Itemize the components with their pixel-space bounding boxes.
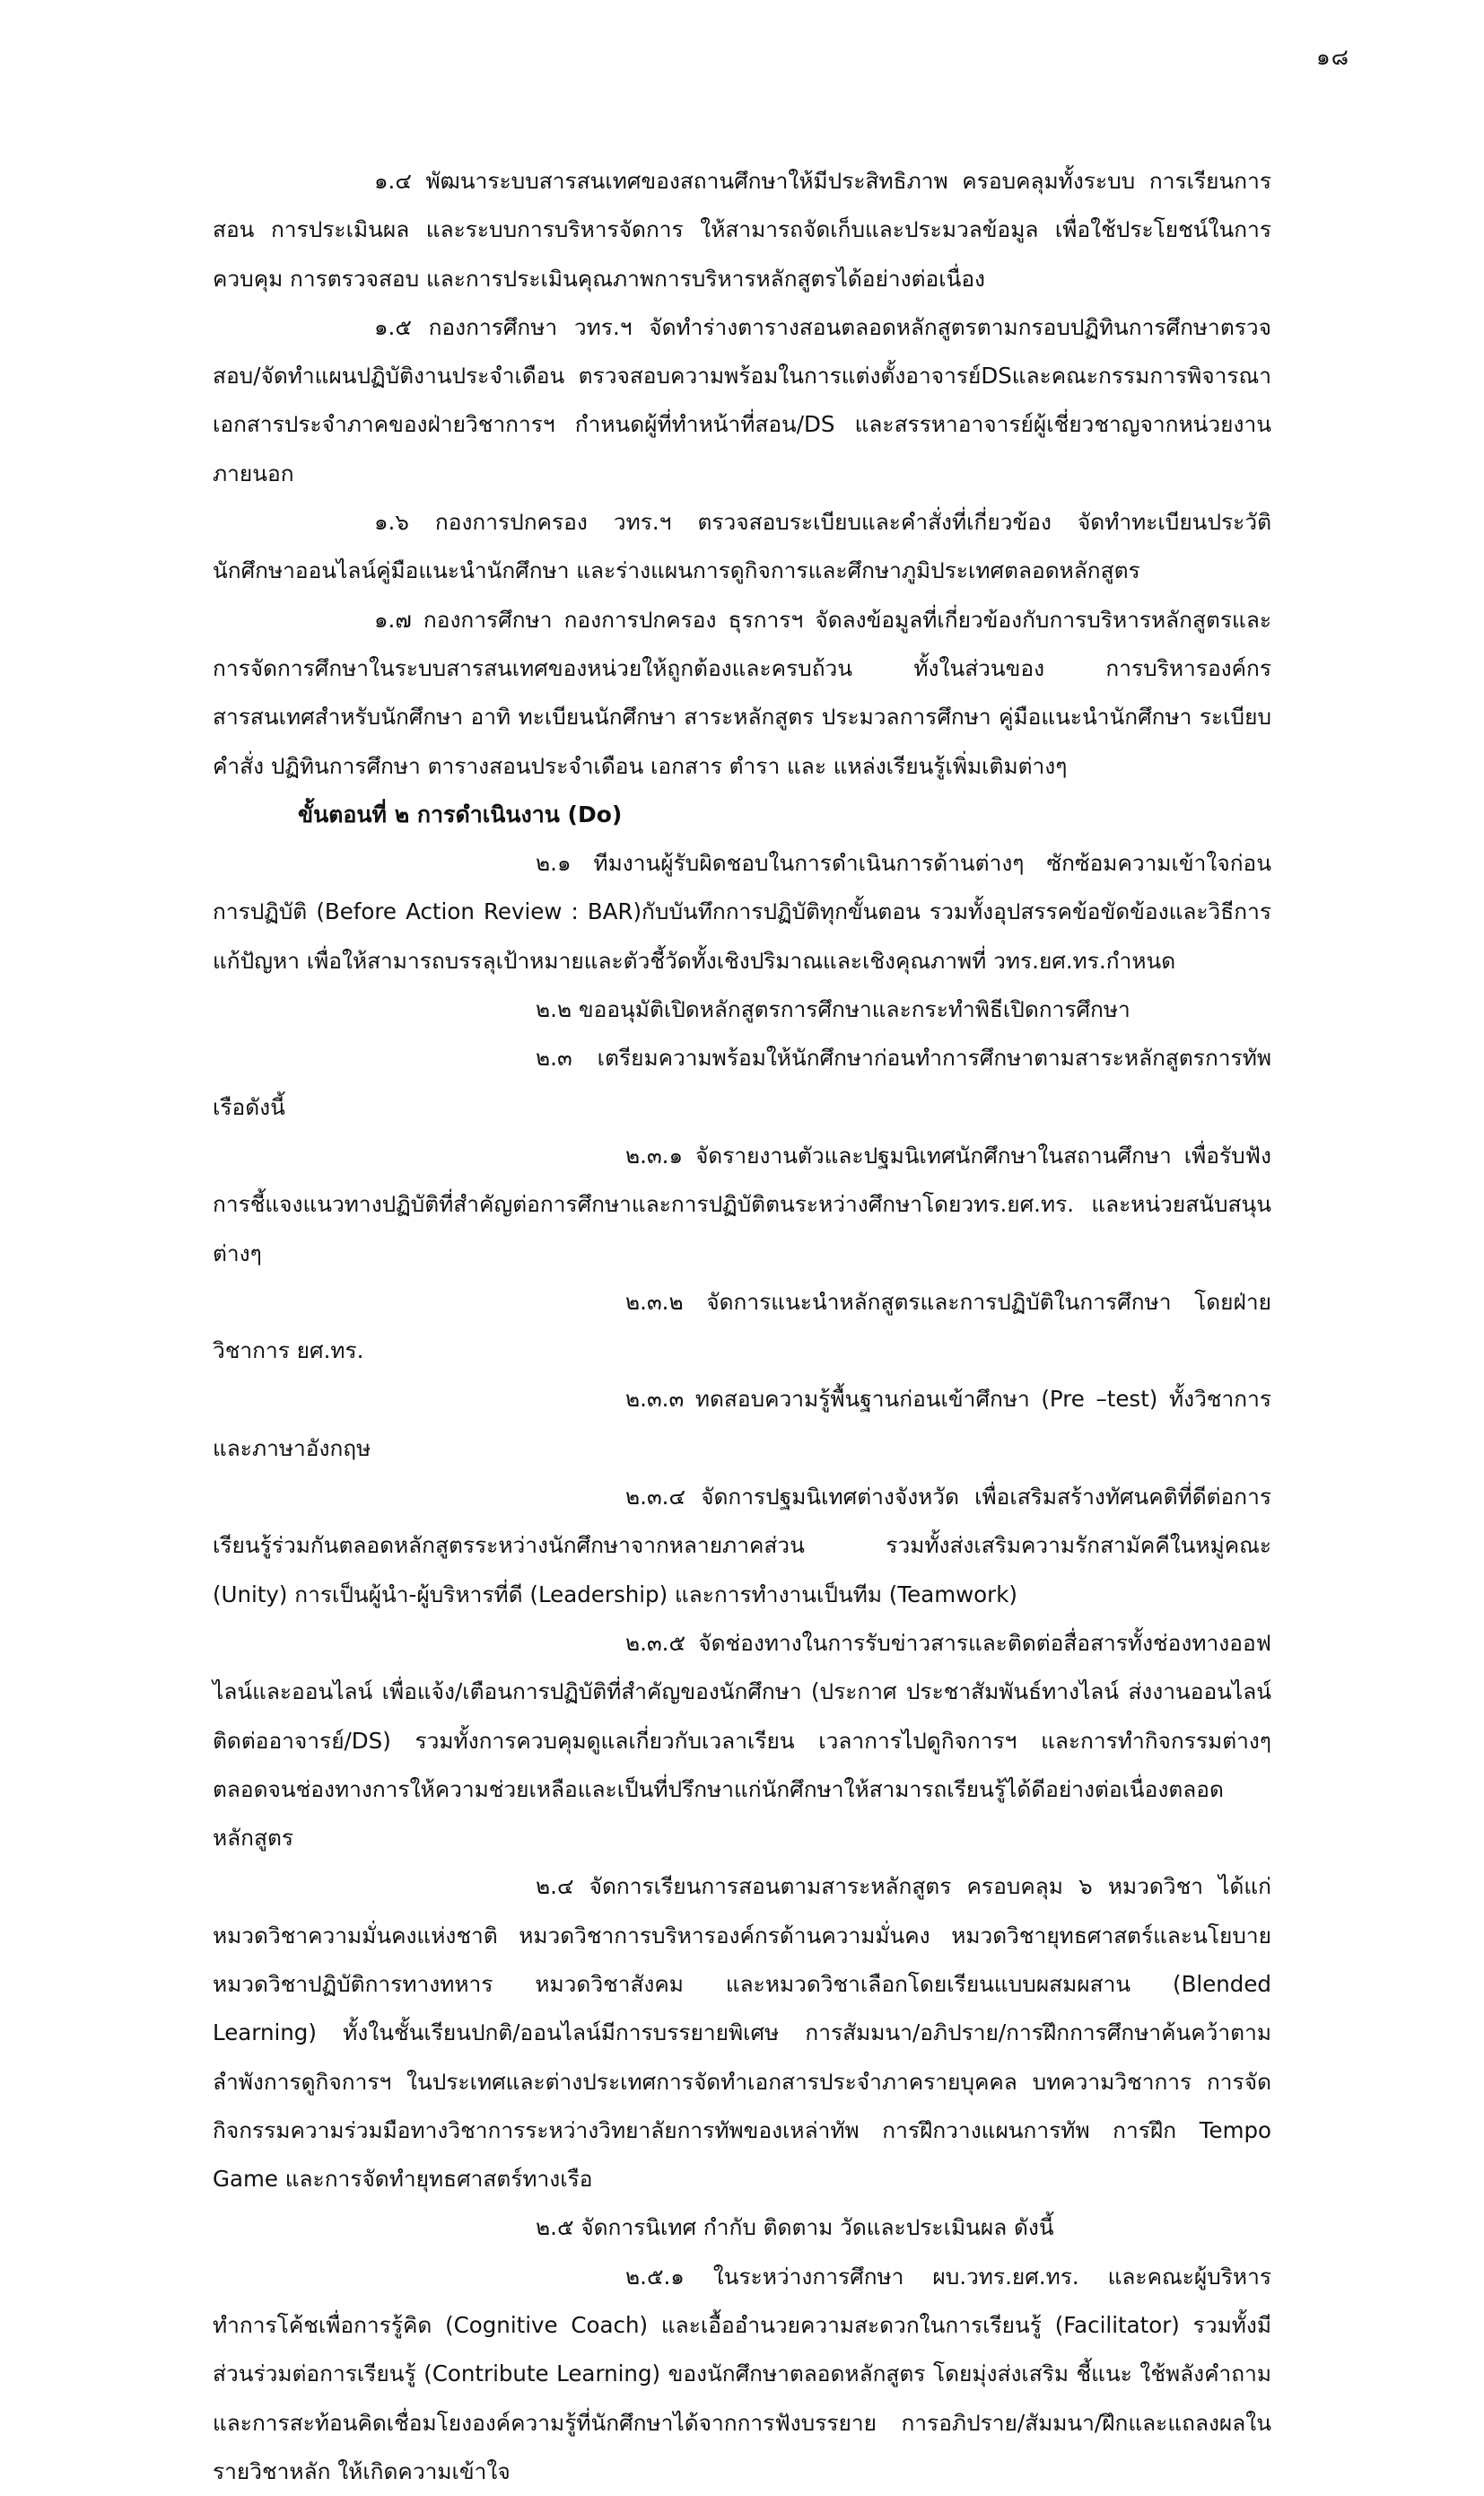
- paragraph-2-3-4: ๒.๓.๔ จัดการปฐมนิเทศต่างจังหวัด เพื่อเสริมสร้างทัศนคติที่ดีต่อการเรียนรู้ร่วมกันตลอดหลักสูตรระหว่างนักศึกษาจากหลายภาคส่วน รวมทั้งส่งเสริมความรักสามัคคีในหมู่คณะ (Unity) การเป็นผู้นำ-ผู้บริหารที่ดี (Leadership) และการทำงานเป็นทีม (Teamwork): [213, 1484, 1271, 1607]
- section-heading-step-2: ขั้นตอนที่ ๒ การดำเนินงาน (Do): [298, 801, 623, 828]
- paragraph-2-5-1: ๒.๕.๑ ในระหว่างการศึกษา ผบ.วทร.ยศ.ทร. และคณะผู้บริหาร ทำการโค้ชเพื่อการรู้คิด (Cognitive Coach) และเอื้ออำนวยความสะดวกในการเรียนรู้ (Facilitator) รวมทั้งมีส่วนร่วมต่อการเรียนรู้ (Contribute Learning) ของนักศึกษาตลอดหลักสูตร โดยมุ่งส่งเสริม ชี้แนะ ใช้พลังคำถาม และการสะท้อนคิดเชื่อมโยงองค์ความรู้ที่นักศึกษาได้จากการฟังบรรยาย การอภิปราย/สัมมนา/ฝึกและแถลงผลในรายวิชาหลัก ให้เกิดความเข้าใจ: [213, 2263, 1271, 2484]
- document-body: [213, 157, 1271, 2496]
- paragraph-1-6: ๑.๖ กองการปกครอง วทร.ฯ ตรวจสอบระเบียบและคำสั่งที่เกี่ยวข้อง จัดทำทะเบียนประวัตินักศึกษาออนไลน์คู่มือแนะนำนักศึกษา และร่างแผนการดูกิจการและศึกษาภูมิประเทศตลอดหลักสูตร: [213, 509, 1271, 584]
- paragraph-2-3-5: ๒.๓.๕ จัดช่องทางในการรับข่าวสารและติดต่อสื่อสารทั้งช่องทางออฟไลน์และออนไลน์ เพื่อแจ้ง/เตือนการปฏิบัติที่สำคัญของนักศึกษา (ประกาศ ประชาสัมพันธ์ทางไลน์ ส่งงานออนไลน์ ติดต่ออาจารย์/DS) รวมทั้งการควบคุมดูแลเกี่ยวกับเวลาเรียน เวลาการไปดูกิจการฯ และการทำกิจกรรมต่างๆ ตลอดจนช่องทางการให้ความช่วยเหลือและเป็นที่ปรึกษาแก่นักศึกษาให้สามารถเรียนรู้ได้ดีอย่างต่อเนื่องตลอดหลักสูตร: [213, 1629, 1271, 1852]
- paragraph-2-3-2: ๒.๓.๒ จัดการแนะนำหลักสูตรและการปฏิบัติในการศึกษา โดยฝ่ายวิชาการ ยศ.ทร.: [213, 1288, 1271, 1364]
- paragraph-2-4: ๒.๔ จัดการเรียนการสอนตามสาระหลักสูตร ครอบคลุม ๖ หมวดวิชา ได้แก่ หมวดวิชาความมั่นคงแห่งชาติ หมวดวิชาการบริหารองค์กรด้านความมั่นคง หมวดวิชายุทธศาสตร์และนโยบาย หมวดวิชาปฏิบัติการทางทหาร หมวดวิชาสังคม และหมวดวิชาเลือกโดยเรียนแบบผสมผสาน (Blended Learning) ทั้งในชั้นเรียนปกติ/ออนไลน์มีการบรรยายพิเศษ การสัมมนา/อภิปราย/การฝึกการศึกษาค้นคว้าตามลำพังการดูกิจการฯ ในประเทศและต่างประเทศการจัดทำเอกสารประจำภาครายบุคคล บทความวิชาการ การจัดกิจกรรมความร่วมมือทางวิชาการระหว่างวิทยาลัยการทัพของเหล่าทัพ การฝึกวางแผนการทัพ การฝึก Tempo Game และการจัดทำยุทธศาสตร์ทางเรือ: [213, 1873, 1271, 2193]
- paragraph-2-3: ๒.๓ เตรียมความพร้อมให้นักศึกษาก่อนทำการศึกษาตามสาระหลักสูตรการทัพเรือดังนี้: [213, 1045, 1271, 1120]
- paragraph-1-7: ๑.๗ กองการศึกษา กองการปกครอง ธุรการฯ จัดลงข้อมูลที่เกี่ยวข้องกับการบริหารหลักสูตรและการจัดการศึกษาในระบบสารสนเทศของหน่วยให้ถูกต้องและครบถ้วน ทั้งในส่วนของ การบริหารองค์กร สารสนเทศสำหรับนักศึกษา อาทิ ทะเบียนนักศึกษา สาระหลักสูตร ประมวลการศึกษา คู่มือแนะนำนักศึกษา ระเบียบ คำสั่ง ปฏิทินการศึกษา ตารางสอนประจำเดือน เอกสาร ตำรา และ แหล่งเรียนรู้เพิ่มเติมต่างๆ: [213, 606, 1271, 779]
- paragraph-2-1: ๒.๑ ทีมงานผู้รับผิดชอบในการดำเนินการด้านต่างๆ ซักซ้อมความเข้าใจก่อนการปฏิบัติ (Before Action Review : BAR)กับบันทึกการปฏิบัติทุกขั้นตอน รวมทั้งอุปสรรคข้อขัดข้องและวิธีการแก้ปัญหา เพื่อให้สามารถบรรลุเป้าหมายและตัวชี้วัดทั้งเชิงปริมาณและเชิงคุณภาพที่ วทร.ยศ.ทร.กำหนด: [213, 850, 1271, 974]
- paragraph-2-2: ๒.๒ ขออนุมัติเปิดหลักสูตรการศึกษาและกระทำพิธีเปิดการศึกษา: [536, 996, 1130, 1023]
- paragraph-2-3-3: ๒.๓.๓ ทดสอบความรู้พื้นฐานก่อนเข้าศึกษา (Pre –test) ทั้งวิชาการและภาษาอังกฤษ: [213, 1386, 1271, 1461]
- paragraph-2-3-1: ๒.๓.๑ จัดรายงานตัวและปฐมนิเทศนักศึกษาในสถานศึกษา เพื่อรับฟังการชี้แจงแนวทางปฏิบัติที่สำคัญต่อการศึกษาและการปฏิบัติตนระหว่างศึกษาโดยวทร.ยศ.ทร. และหน่วยสนับสนุนต่างๆ: [213, 1142, 1271, 1266]
- paragraph-1-5: ๑.๕ กองการศึกษา วทร.ฯ จัดทำร่างตารางสอนตลอดหลักสูตรตามกรอบปฏิทินการศึกษาตรวจสอบ/จัดทำแผนปฏิบัติงานประจำเดือน ตรวจสอบความพร้อมในการแต่งตั้งอาจารย์DSและคณะกรรมการพิจารณาเอกสารประจำภาคของฝ่ายวิชาการฯ กำหนดผู้ที่ทำหน้าที่สอน/DS และสรรหาอาจารย์ผู้เชี่ยวชาญจากหน่วยงานภายนอก: [213, 313, 1271, 486]
- paragraph-2-5: ๒.๕ จัดการนิเทศ กำกับ ติดตาม วัดและประเมินผล ดังนี้: [536, 2214, 1054, 2241]
- paragraph-1-4: ๑.๔ พัฒนาระบบสารสนเทศของสถานศึกษาให้มีประสิทธิภาพ ครอบคลุมทั้งระบบ การเรียนการสอน การประเมินผล และระบบการบริหารจัดการ ให้สามารถจัดเก็บและประมวลข้อมูล เพื่อใช้ประโยชน์ในการควบคุม การตรวจสอบ และการประเมินคุณภาพการบริหารหลักสูตรได้อย่างต่อเนื่อง: [213, 168, 1271, 292]
- page-number: ๑๘: [1315, 44, 1349, 70]
